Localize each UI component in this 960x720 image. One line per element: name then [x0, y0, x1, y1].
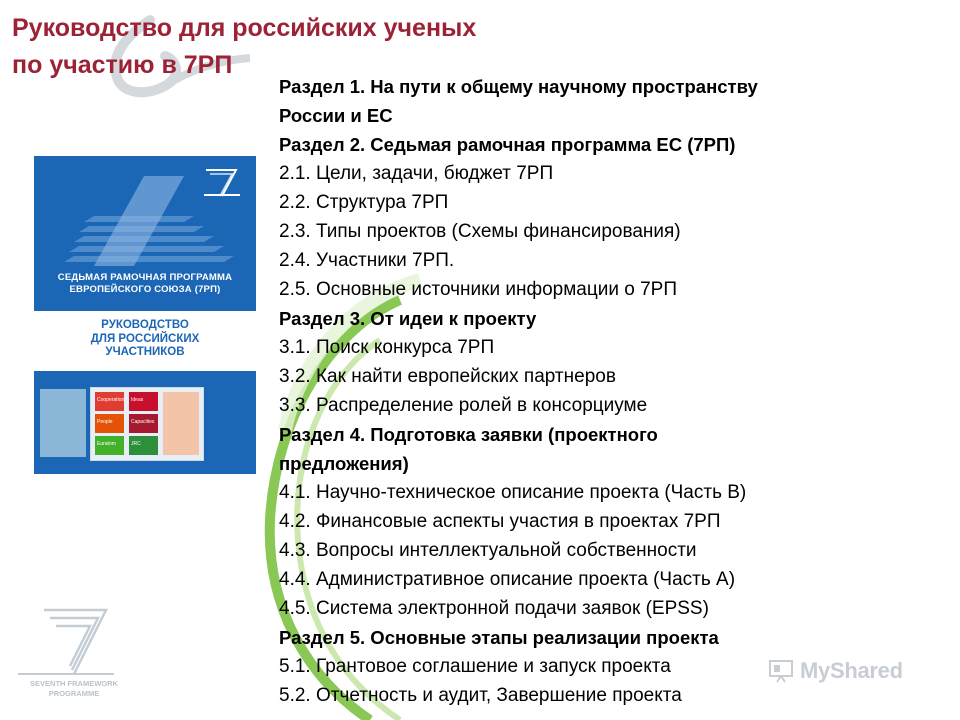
myshared-watermark [768, 658, 903, 684]
toc-section-heading: Раздел 2. Седьмая рамочная программа ЕС (7РП) [279, 134, 736, 155]
cover-program-line-2: ЕВРОПЕЙСКОГО СОЮЗА (7РП) [69, 284, 221, 295]
diagram-label: Euratom [97, 441, 116, 447]
presentation-icon [768, 659, 794, 683]
toc-section-heading: Раздел 4. Подготовка заявки (проектного [279, 424, 658, 445]
toc-section-heading: России и ЕС [279, 105, 393, 126]
cover-guide-title [34, 319, 256, 360]
fp7-caption-line-2: PROGRAMME [48, 689, 100, 698]
cover-program-line-1: СЕДЬМАЯ РАМОЧНАЯ ПРОГРАММА [57, 272, 233, 283]
diagram-cell [95, 436, 124, 455]
toc-item: 5.2. Отчетность и аудит, Завершение проекта [279, 685, 682, 706]
fp7-logo-icon [14, 604, 124, 678]
diagram-cell [95, 414, 124, 433]
cover-fp7-logo-icon [202, 166, 242, 200]
table-of-contents [279, 72, 919, 710]
toc-item: 3.2. Как найти европейских партнеров [279, 366, 616, 387]
toc-section-heading: Раздел 3. От идеи к проекту [279, 308, 537, 329]
toc-item: 4.4. Административное описание проекта (Часть А) [279, 569, 736, 590]
fp7-logo-caption [14, 679, 134, 699]
cover-bottom-panel [34, 371, 256, 474]
fp7-caption-line-1: SEVENTH FRAMEWORK [30, 679, 118, 688]
cover-structure-diagram [90, 387, 204, 461]
watermark-text: MyShared [800, 658, 903, 683]
cover-photo [40, 389, 86, 457]
toc-item: 2.4. Участники 7РП. [279, 250, 455, 271]
toc-item: 4.1. Научно-техническое описание проекта (Часть В) [279, 482, 747, 503]
guide-book-cover [34, 156, 256, 474]
toc-item: 2.2. Структура 7РП [279, 192, 449, 213]
title-line-1: Руководство для российских ученых [12, 14, 477, 42]
cover-guide-line-3: УЧАСТНИКОВ [105, 346, 185, 358]
diagram-cell [129, 414, 158, 433]
cover-guide-line-1: РУКОВОДСТВО [101, 319, 189, 331]
cover-top-panel [34, 156, 256, 311]
diagram-label: Ideas [131, 397, 144, 403]
toc-item: 3.3. Распределение ролей в консорциуме [279, 395, 648, 416]
toc-item: 4.3. Вопросы интеллектуальной собственности [279, 540, 697, 561]
diagram-label: People [97, 419, 113, 425]
diagram-cell [129, 436, 158, 455]
cover-guide-line-2: ДЛЯ РОССИЙСКИХ [90, 332, 200, 345]
toc-item: 2.5. Основные источники информации о 7РП [279, 279, 677, 300]
toc-item: 5.1. Грантовое соглашение и запуск проекта [279, 656, 671, 677]
toc-item: 2.1. Цели, задачи, бюджет 7РП [279, 163, 554, 184]
toc-item: 2.3. Типы проектов (Схемы финансирования) [279, 221, 681, 242]
toc-section-heading: предложения) [279, 453, 409, 474]
diagram-label: JRC [131, 441, 141, 447]
toc-section-heading: Раздел 5. Основные этапы реализации проекта [279, 627, 719, 648]
toc-section-heading: Раздел 1. На пути к общему научному пространству [279, 76, 758, 97]
toc-item: 3.1. Поиск конкурса 7РП [279, 337, 495, 358]
diagram-cell [163, 392, 199, 455]
diagram-cell [129, 392, 158, 411]
toc-item: 4.2. Финансовые аспекты участия в проектах 7РП [279, 511, 721, 532]
diagram-cell [95, 392, 124, 411]
diagram-label: Capacities [131, 419, 155, 425]
diagram-label: Cooperation [97, 397, 125, 403]
cover-program-title [34, 272, 256, 296]
title-line-2: по участию в 7РП [12, 51, 233, 79]
toc-item: 4.5. Система электронной подачи заявок (EPSS) [279, 598, 709, 619]
cover-title-panel [34, 311, 256, 371]
